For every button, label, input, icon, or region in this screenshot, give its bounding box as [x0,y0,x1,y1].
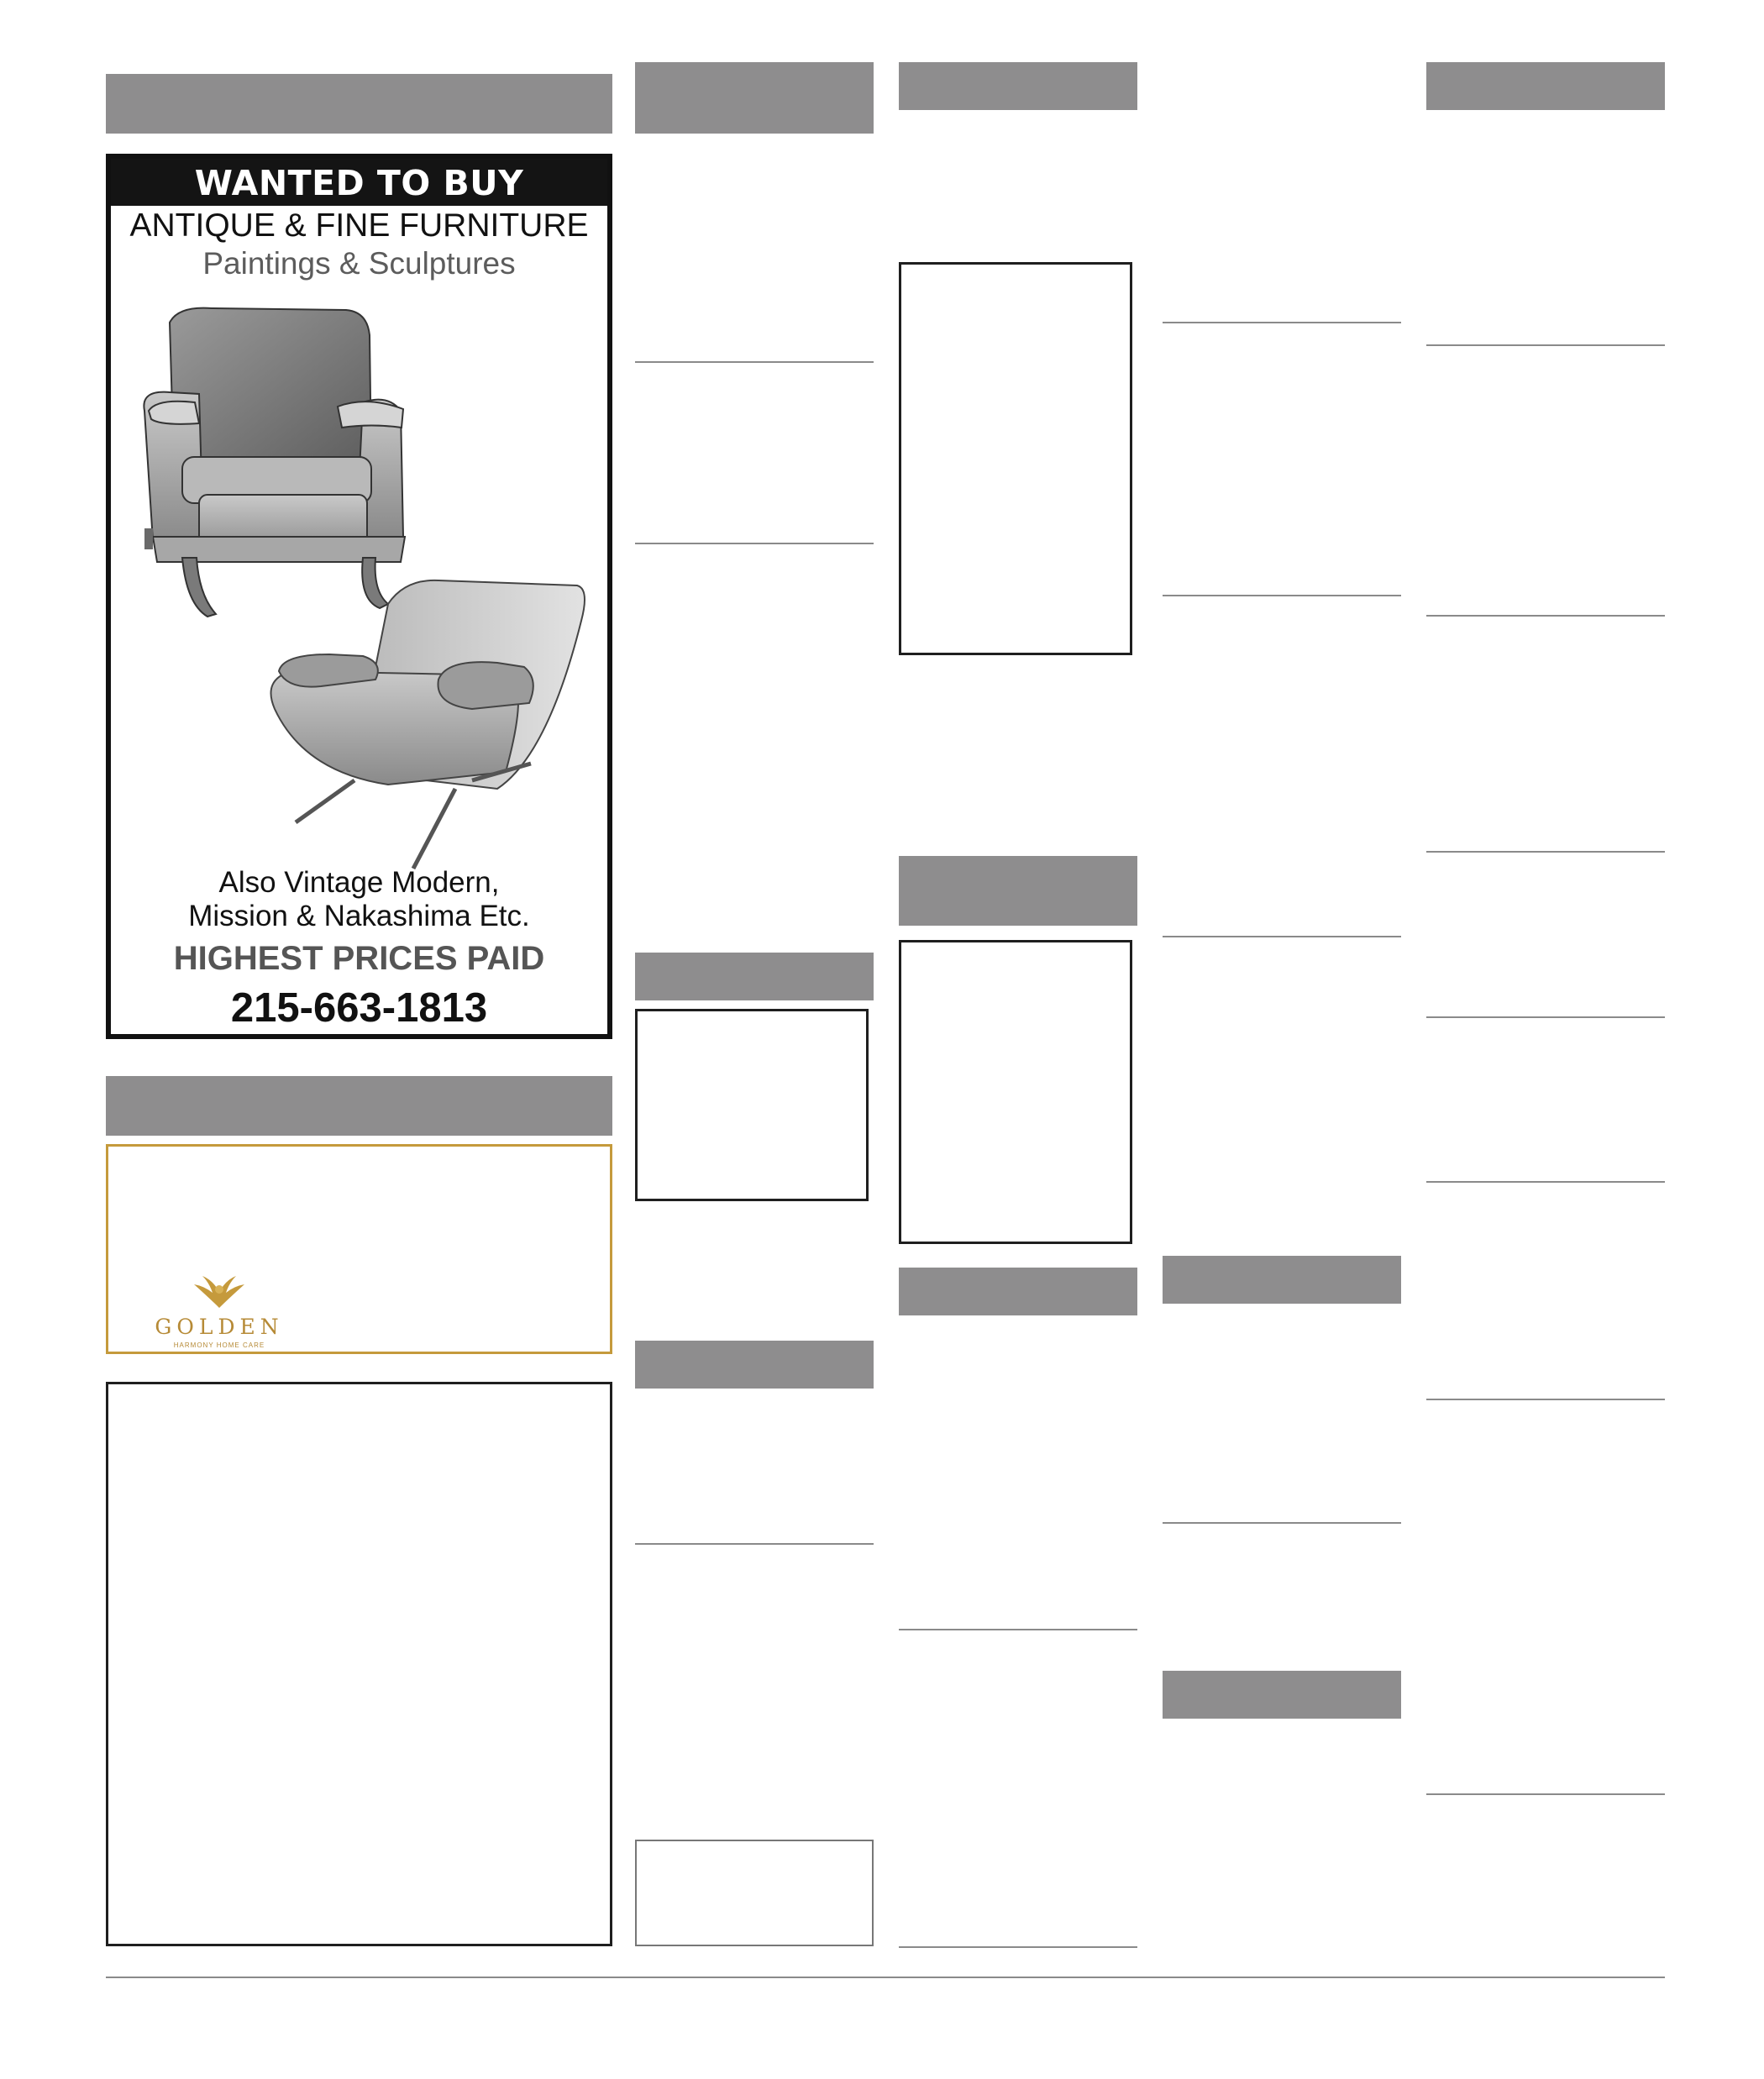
golden-wings-icon [186,1274,253,1311]
ad-vintage-line2: Mission & Nakashima Etc. [188,900,530,932]
section-header-bar [899,856,1137,926]
ad-subhead: ANTIQUE & FINE FURNITURE [129,207,589,244]
divider [899,1946,1137,1948]
empty-ad-box [899,262,1132,655]
divider [1163,322,1401,323]
wanted-to-buy-ad [106,154,612,1039]
section-header-bar [106,1076,612,1136]
section-header-bar [106,74,612,134]
section-header-bar [1426,62,1665,110]
divider [1426,615,1665,617]
divider [635,1543,874,1545]
section-header-bar [899,62,1137,110]
divider [635,543,874,544]
divider [1426,344,1665,346]
divider [635,361,874,363]
divider [1163,936,1401,937]
section-header-bar [635,62,874,134]
page-footer-rule [106,1977,1665,1978]
divider [1426,1016,1665,1018]
divider [1426,1399,1665,1400]
divider [1426,851,1665,853]
divider [1163,595,1401,596]
golden-wordmark: GOLDEN [155,1315,284,1339]
divider [899,1629,1137,1630]
ad-prices: HIGHEST PRICES PAID [173,940,545,977]
section-header-bar [899,1268,1137,1315]
golden-home-care-ad [106,1144,612,1354]
empty-ad-box [899,940,1132,1244]
armchair-icon [144,308,405,617]
empty-ad-box [635,1840,874,1946]
divider [1426,1793,1665,1795]
section-header-bar [1163,1671,1401,1719]
golden-tagline: HARMONY HOME CARE [173,1341,265,1349]
ad-vintage-line1: Also Vintage Modern, [218,866,500,899]
section-header-bar [1163,1256,1401,1304]
empty-ad-box [106,1382,612,1946]
ad-headline: WANTED TO BUY [111,159,607,206]
lounge-chair-icon [271,580,585,869]
section-header-bar [635,1341,874,1389]
divider [1163,1522,1401,1524]
section-header-bar [635,953,874,1000]
divider [1426,1181,1665,1183]
empty-ad-box [635,1009,869,1201]
ad-vintage-text [111,866,607,933]
ad-subhead-secondary: Paintings & Sculptures [202,246,516,281]
ad-phone: 215-663-1813 [230,985,488,1031]
furniture-illustration [136,285,590,873]
